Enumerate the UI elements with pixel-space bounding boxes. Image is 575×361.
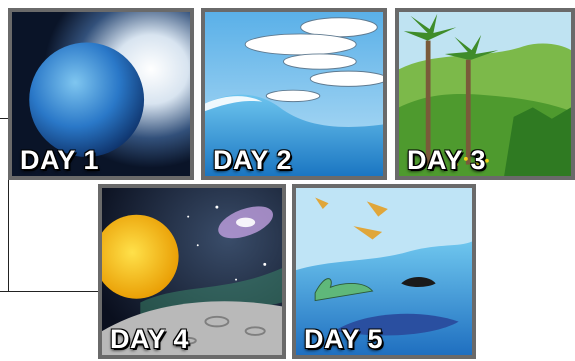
day-1-label: DAY 1 bbox=[20, 145, 100, 175]
day-4-label: DAY 4 bbox=[110, 324, 190, 354]
day-4-panel[interactable] bbox=[98, 184, 286, 359]
day-3-label: DAY 3 bbox=[407, 145, 487, 175]
bracket-bottom-line bbox=[0, 291, 98, 292]
day-1-panel[interactable] bbox=[8, 8, 194, 180]
day-3-panel[interactable] bbox=[395, 8, 575, 180]
day-5-label: DAY 5 bbox=[304, 324, 384, 354]
bracket-vertical-line bbox=[8, 176, 9, 292]
day-2-label: DAY 2 bbox=[213, 145, 293, 175]
day-5-panel[interactable] bbox=[292, 184, 476, 359]
bracket-top-line bbox=[0, 118, 8, 119]
day-2-panel[interactable] bbox=[201, 8, 387, 180]
